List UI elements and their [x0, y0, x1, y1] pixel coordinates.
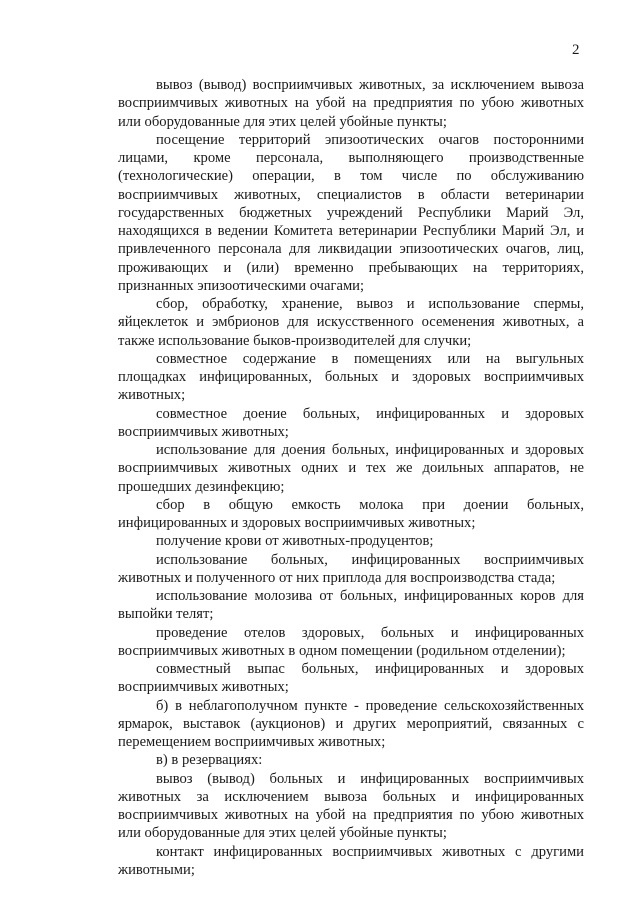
- paragraph-reservation-export: вывоз (вывод) больных и инфицированных восприимчивых животных за исключением вывоза больных и инфицированных восприимчивых животных на убой на предприятия по убою животных или оборудованные для этих целей убойные пункты;: [118, 770, 584, 842]
- paragraph-reservations-heading: в) в резервациях:: [156, 752, 263, 769]
- paragraph-milk-collection: сбор в общую емкость молока при доении больных, инфицированных и здоровых восприимчивых животных;: [118, 496, 584, 531]
- paragraph-visit-restriction: посещение территорий эпизоотических очагов посторонними лицами, кроме персонала, выполняющего производственные (технологические) операции, в том числе по обслуживанию восприимчивых животных, специалистов в области ветеринарии государственных бюджетных учреждений Республики Марий Эл, находящихся в ведении Комитета ветеринарии Республики Марий Эл, и привлеченного персонала для ликвидации эпизоотических очагов, лиц, проживающих и (или) временно пребывающих на территориях, признанных эпизоотическими очагами;: [118, 131, 584, 294]
- paragraph-joint-milking: совместное доение больных, инфицированных и здоровых восприимчивых животных;: [118, 405, 584, 440]
- paragraph-herd-reproduction: использование больных, инфицированных восприимчивых животных и полученного от них приплода для воспроизводства стада;: [118, 551, 584, 586]
- paragraph-colostrum: использование молозива от больных, инфицированных коров для выпойки телят;: [118, 588, 584, 623]
- paragraph-animal-contact: контакт инфицированных восприимчивых животных с другими животными;: [118, 843, 584, 878]
- paragraph-calving: проведение отелов здоровых, больных и инфицированных восприимчивых животных в одном помещении (родильном отделении);: [118, 624, 584, 659]
- paragraph-joint-keeping: совместное содержание в помещениях или на выгульных площадках инфицированных, больных и здоровых восприимчивых животных;: [118, 350, 584, 404]
- paragraph-grazing: совместный выпас больных, инфицированных и здоровых восприимчивых животных;: [118, 661, 584, 696]
- paragraph-fairs: б) в неблагополучном пункте - проведение сельскохозяйственных ярмарок, выставок (аукционов) и других мероприятий, связанных с перемещением восприимчивых животных;: [118, 697, 584, 750]
- document-body: [118, 76, 584, 879]
- paragraph-milking-machines: использование для доения больных, инфицированных и здоровых восприимчивых животных одних и тех же доильных аппаратов, не прошедших дезинфекцию;: [118, 442, 584, 495]
- paragraph-export-restriction: вывоз (вывод) восприимчивых животных, за исключением вывоза восприимчивых животных на убой на предприятия по убою животных или оборудованные для этих целей убойные пункты;: [118, 77, 584, 130]
- paragraph-sperm-collection: сбор, обработку, хранение, вывоз и использование спермы, яйцеклеток и эмбрионов для искусственного осеменения животных, а также использование быков-производителей для случки;: [118, 296, 584, 349]
- paragraph-blood-collection: получение крови от животных-продуцентов;: [156, 533, 434, 550]
- page-number: 2: [572, 42, 580, 58]
